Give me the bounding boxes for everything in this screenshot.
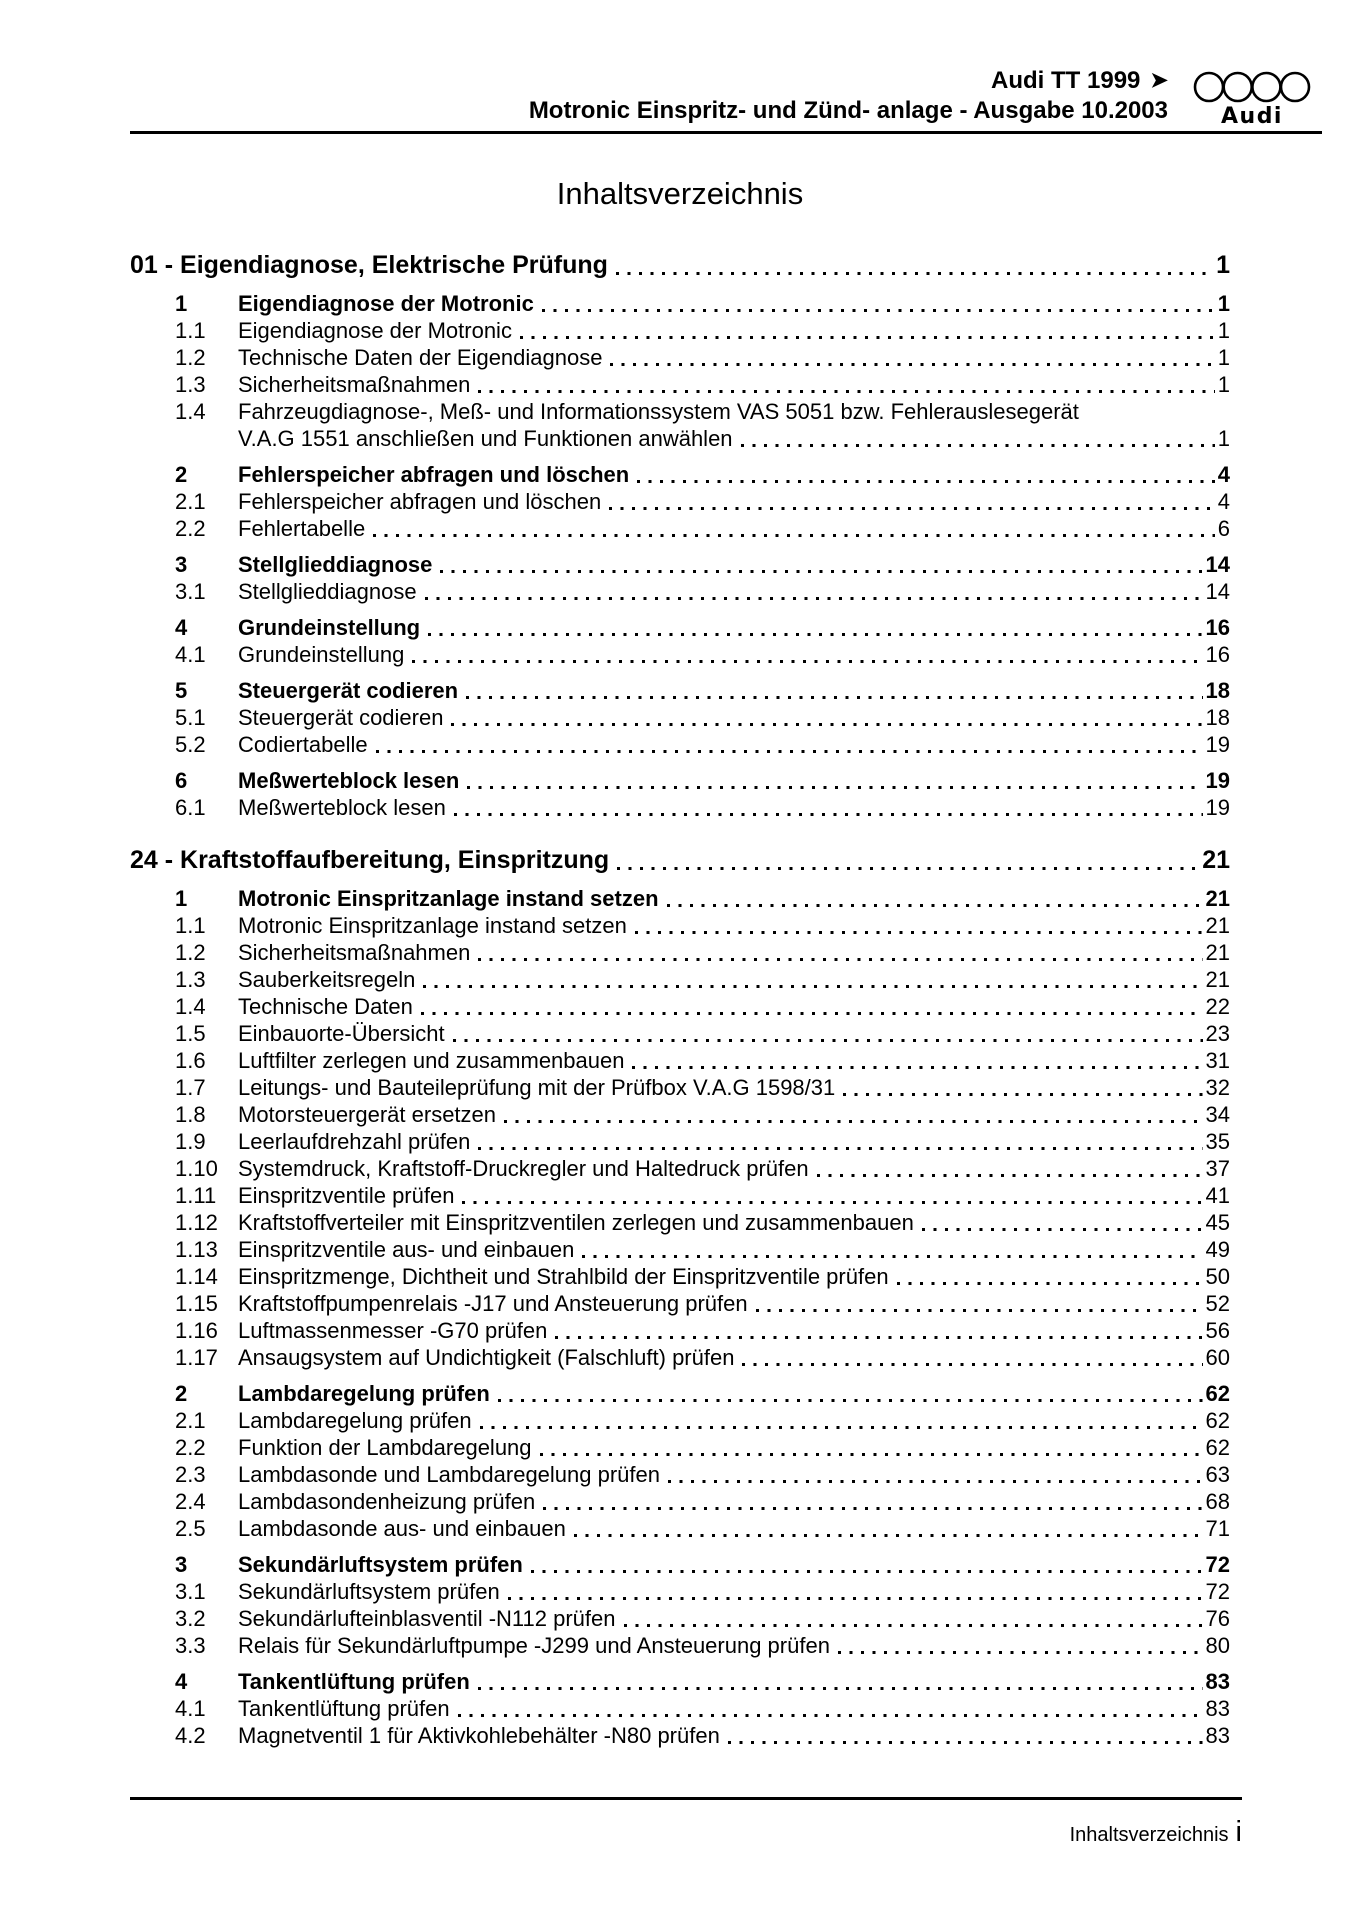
entry-title: Technische Daten der Eigendiagnose bbox=[238, 345, 603, 370]
leader-dots bbox=[453, 1039, 1203, 1042]
entry-number: 3.3 bbox=[175, 1633, 206, 1658]
leader-dots bbox=[922, 1228, 1203, 1231]
entry-title: Stellglieddiagnose bbox=[238, 552, 433, 577]
footer-rule bbox=[130, 1797, 1242, 1800]
leader-dots bbox=[540, 1453, 1203, 1456]
footer-page-number: i bbox=[1235, 1816, 1242, 1848]
entry-number: 4.1 bbox=[175, 1696, 206, 1721]
entry-page-number: 19 bbox=[1205, 732, 1230, 757]
toc-entry bbox=[130, 1047, 1230, 1074]
entry-page-number: 35 bbox=[1205, 1129, 1230, 1154]
entry-number: 2.3 bbox=[175, 1462, 206, 1487]
toc-entry bbox=[130, 939, 1230, 966]
entry-title: Technische Daten bbox=[238, 994, 413, 1019]
entry-title: Magnetventil 1 für Aktivkohlebehälter -N80 prüfen bbox=[238, 1723, 720, 1748]
entry-number: 5.2 bbox=[175, 732, 206, 757]
entry-page-number: 52 bbox=[1205, 1291, 1230, 1316]
entry-title: V.A.G 1551 anschließen und Funktionen anwählen bbox=[238, 426, 733, 451]
entry-title: Systemdruck, Kraftstoff-Druckregler und Haltedruck prüfen bbox=[238, 1156, 809, 1181]
toc-entry bbox=[130, 515, 1230, 542]
leader-dots bbox=[425, 597, 1203, 600]
entry-number: 2 bbox=[175, 462, 188, 487]
entry-page-number: 41 bbox=[1205, 1183, 1230, 1208]
toc-entry bbox=[130, 1209, 1230, 1236]
entry-title: Motronic Einspritzanlage instand setzen bbox=[238, 913, 627, 938]
entry-number: 1.17 bbox=[175, 1345, 218, 1370]
entry-title: Funktion der Lambdaregelung bbox=[238, 1435, 532, 1460]
toc-entry bbox=[130, 578, 1230, 605]
entry-number: 3 bbox=[175, 552, 188, 577]
entry-title: Sekundärluftsystem prüfen bbox=[238, 1579, 500, 1604]
toc-entry bbox=[130, 1695, 1230, 1722]
entry-number: 1.2 bbox=[175, 940, 206, 965]
leader-dots bbox=[531, 1570, 1203, 1573]
entry-page-number: 83 bbox=[1205, 1696, 1230, 1721]
entry-page-number: 80 bbox=[1205, 1633, 1230, 1658]
leader-dots bbox=[480, 1426, 1203, 1429]
entry-number: 2.1 bbox=[175, 1408, 206, 1433]
leader-dots bbox=[632, 1066, 1202, 1069]
entry-title: Meßwerteblock lesen bbox=[238, 768, 460, 793]
leader-dots bbox=[624, 1624, 1203, 1627]
entry-title: Steuergerät codieren bbox=[238, 678, 459, 703]
entry-title: Einspritzmenge, Dichtheit und Strahlbild der Einspritzventile prüfen bbox=[238, 1264, 889, 1289]
leader-dots bbox=[440, 570, 1202, 573]
leader-dots bbox=[412, 660, 1202, 663]
entry-title: Fehlerspeicher abfragen und löschen bbox=[238, 489, 602, 514]
entry-number: 1.16 bbox=[175, 1318, 218, 1343]
entry-number: 4.1 bbox=[175, 642, 206, 667]
toc-entry bbox=[130, 1263, 1230, 1290]
toc-entry bbox=[130, 1434, 1230, 1461]
entry-page-number: 62 bbox=[1205, 1381, 1230, 1406]
entry-number: 1.4 bbox=[175, 399, 206, 424]
leader-dots bbox=[373, 534, 1215, 537]
entry-title: Tankentlüftung prüfen bbox=[238, 1696, 450, 1721]
entry-title: Sekundärluftsystem prüfen bbox=[238, 1552, 523, 1577]
leader-dots bbox=[423, 985, 1202, 988]
entry-page-number: 6 bbox=[1217, 516, 1230, 541]
leader-dots bbox=[838, 1651, 1203, 1654]
toc-entry bbox=[130, 461, 1230, 488]
entry-number: 4.2 bbox=[175, 1723, 206, 1748]
leader-dots bbox=[478, 958, 1202, 961]
entry-title: Relais für Sekundärluftpumpe -J299 und Ansteuerung prüfen bbox=[238, 1633, 830, 1658]
entry-title: Lambdasonde und Lambdaregelung prüfen bbox=[238, 1462, 660, 1487]
entry-page-number: 56 bbox=[1205, 1318, 1230, 1343]
entry-page-number: 31 bbox=[1205, 1048, 1230, 1073]
entry-title: Luftmassenmesser -G70 prüfen bbox=[238, 1318, 548, 1343]
entry-title: Lambdasondenheizung prüfen bbox=[238, 1489, 536, 1514]
leader-dots bbox=[451, 723, 1202, 726]
toc-entry bbox=[130, 1668, 1230, 1695]
leader-dots bbox=[617, 867, 1199, 870]
entry-page-number: 21 bbox=[1205, 886, 1230, 911]
footer bbox=[130, 1816, 1242, 1849]
entry-title: Luftfilter zerlegen und zusammenbauen bbox=[238, 1048, 625, 1073]
entry-page-number: 72 bbox=[1205, 1579, 1230, 1604]
entry-page-number: 16 bbox=[1205, 642, 1230, 667]
toc-entry bbox=[130, 551, 1230, 578]
leader-dots bbox=[667, 904, 1203, 907]
entry-number: 1.7 bbox=[175, 1075, 206, 1100]
header-subtitle: Motronic Einspritz- und Zünd- anlage - Ausgabe 10.2003 bbox=[528, 97, 1168, 124]
entry-page-number: 83 bbox=[1205, 1723, 1230, 1748]
entry-title: Fehlerspeicher abfragen und löschen bbox=[238, 462, 630, 487]
leader-dots bbox=[610, 363, 1214, 366]
entry-title: Grundeinstellung bbox=[238, 615, 421, 640]
toc-entry bbox=[130, 344, 1230, 371]
toc-entry bbox=[130, 966, 1230, 993]
toc-entry bbox=[130, 1128, 1230, 1155]
toc-entry bbox=[130, 704, 1230, 731]
entry-number: 1.9 bbox=[175, 1129, 206, 1154]
entry-number: 2.2 bbox=[175, 516, 206, 541]
entry-number: 6.1 bbox=[175, 795, 206, 820]
entry-page-number: 1 bbox=[1217, 372, 1230, 397]
entry-title: Ansaugsystem auf Undichtigkeit (Falschluft) prüfen bbox=[238, 1345, 735, 1370]
entry-page-number: 18 bbox=[1205, 678, 1230, 703]
toc-entry bbox=[130, 614, 1230, 641]
toc-entry bbox=[130, 1155, 1230, 1182]
toc-entry bbox=[130, 425, 1230, 452]
entry-title: Eigendiagnose der Motronic bbox=[238, 318, 512, 343]
toc-entry bbox=[130, 1344, 1230, 1371]
toc-entry bbox=[130, 1317, 1230, 1344]
section-page-number: 1 bbox=[1216, 251, 1230, 279]
leader-dots bbox=[454, 813, 1203, 816]
toc-entry bbox=[130, 912, 1230, 939]
entry-number: 1.4 bbox=[175, 994, 206, 1019]
entry-number: 1.8 bbox=[175, 1102, 206, 1127]
audi-rings-icon bbox=[1184, 70, 1320, 104]
entry-page-number: 1 bbox=[1217, 426, 1230, 451]
toc-entry bbox=[130, 1722, 1230, 1749]
entry-title: Motronic Einspritzanlage instand setzen bbox=[238, 886, 659, 911]
entry-number: 1.6 bbox=[175, 1048, 206, 1073]
toc-entry bbox=[130, 398, 1230, 425]
leader-dots bbox=[504, 1120, 1202, 1123]
leader-dots bbox=[466, 696, 1202, 699]
entry-number: 1.3 bbox=[175, 967, 206, 992]
leader-dots bbox=[478, 390, 1214, 393]
toc-entry bbox=[130, 1461, 1230, 1488]
leader-dots bbox=[498, 1399, 1203, 1402]
toc-entry bbox=[130, 1074, 1230, 1101]
entry-title: Sauberkeitsregeln bbox=[238, 967, 416, 992]
entry-page-number: 21 bbox=[1205, 913, 1230, 938]
leader-dots bbox=[478, 1147, 1202, 1150]
entry-number: 2 bbox=[175, 1381, 188, 1406]
entry-title: Lambdasonde aus- und einbauen bbox=[238, 1516, 566, 1541]
entry-page-number: 49 bbox=[1205, 1237, 1230, 1262]
entry-page-number: 21 bbox=[1205, 967, 1230, 992]
toc-entry bbox=[130, 1020, 1230, 1047]
entry-number: 5.1 bbox=[175, 705, 206, 730]
entry-title: Leitungs- und Bauteileprüfung mit der Prüfbox V.A.G 1598/31 bbox=[238, 1075, 836, 1100]
leader-dots bbox=[742, 1363, 1202, 1366]
leader-dots bbox=[582, 1255, 1202, 1258]
entry-number: 1.5 bbox=[175, 1021, 206, 1046]
entry-number: 2.5 bbox=[175, 1516, 206, 1541]
leader-dots bbox=[478, 1687, 1203, 1690]
audi-logo bbox=[1184, 70, 1320, 129]
entry-page-number: 83 bbox=[1205, 1669, 1230, 1694]
entry-number: 3.1 bbox=[175, 1579, 206, 1604]
toc-entry bbox=[130, 1578, 1230, 1605]
entry-number: 1 bbox=[175, 291, 188, 316]
entry-number: 3.2 bbox=[175, 1606, 206, 1631]
entry-title: Meßwerteblock lesen bbox=[238, 795, 446, 820]
entry-page-number: 60 bbox=[1205, 1345, 1230, 1370]
leader-dots bbox=[616, 272, 1213, 275]
toc-entry bbox=[130, 488, 1230, 515]
entry-title: Grundeinstellung bbox=[238, 642, 405, 667]
entry-page-number: 21 bbox=[1205, 940, 1230, 965]
leader-dots bbox=[458, 1714, 1203, 1717]
entry-number: 4 bbox=[175, 615, 188, 640]
toc-entry bbox=[130, 290, 1230, 317]
leader-dots bbox=[728, 1741, 1203, 1744]
entry-number: 6 bbox=[175, 768, 188, 793]
entry-page-number: 23 bbox=[1205, 1021, 1230, 1046]
toc-entry bbox=[130, 1380, 1230, 1407]
toc-entry bbox=[130, 1407, 1230, 1434]
entry-title: Motorsteuergerät ersetzen bbox=[238, 1102, 497, 1127]
section-label: 24 - Kraftstoffaufbereitung, Einspritzung bbox=[130, 846, 610, 874]
entry-number: 1.1 bbox=[175, 318, 206, 343]
entry-title: Stellglieddiagnose bbox=[238, 579, 417, 604]
entry-number: 1.10 bbox=[175, 1156, 218, 1181]
entry-page-number: 14 bbox=[1205, 579, 1230, 604]
entry-page-number: 72 bbox=[1205, 1552, 1230, 1577]
entry-page-number: 63 bbox=[1205, 1462, 1230, 1487]
entry-title: Kraftstoffpumpenrelais -J17 und Ansteuerung prüfen bbox=[238, 1291, 748, 1316]
entry-number: 2.2 bbox=[175, 1435, 206, 1460]
entry-title: Codiertabelle bbox=[238, 732, 368, 757]
leader-dots bbox=[756, 1309, 1203, 1312]
leader-dots bbox=[421, 1012, 1203, 1015]
toc bbox=[130, 250, 1230, 1749]
leader-dots bbox=[428, 633, 1202, 636]
audi-wordmark: Audi bbox=[1221, 104, 1283, 129]
toc-entry bbox=[130, 1605, 1230, 1632]
entry-number: 3 bbox=[175, 1552, 188, 1577]
section-label: 01 - Eigendiagnose, Elektrische Prüfung bbox=[130, 251, 608, 279]
leader-dots bbox=[462, 1201, 1202, 1204]
toc-entry bbox=[130, 1101, 1230, 1128]
entry-title: Kraftstoffverteiler mit Einspritzventilen zerlegen und zusammenbauen bbox=[238, 1210, 914, 1235]
entry-page-number: 1 bbox=[1217, 318, 1230, 343]
toc-entry bbox=[130, 993, 1230, 1020]
toc-entry bbox=[130, 317, 1230, 344]
entry-title: Steuergerät codieren bbox=[238, 705, 444, 730]
entry-number: 1.11 bbox=[175, 1183, 217, 1208]
toc-section-heading bbox=[130, 845, 1230, 876]
entry-page-number: 68 bbox=[1205, 1489, 1230, 1514]
entry-page-number: 18 bbox=[1205, 705, 1230, 730]
page-title: Inhaltsverzeichnis bbox=[556, 176, 804, 211]
toc-entry bbox=[130, 885, 1230, 912]
header bbox=[529, 66, 1168, 125]
leader-dots bbox=[542, 309, 1215, 312]
entry-page-number: 37 bbox=[1205, 1156, 1230, 1181]
entry-title: Sicherheitsmaßnahmen bbox=[238, 940, 471, 965]
entry-page-number: 50 bbox=[1205, 1264, 1230, 1289]
entry-page-number: 16 bbox=[1205, 615, 1230, 640]
leader-dots bbox=[668, 1480, 1203, 1483]
entry-number: 2.4 bbox=[175, 1489, 206, 1514]
entry-number: 3.1 bbox=[175, 579, 206, 604]
toc-entry bbox=[130, 1632, 1230, 1659]
entry-page-number: 76 bbox=[1205, 1606, 1230, 1631]
leader-dots bbox=[508, 1597, 1203, 1600]
entry-number: 1.3 bbox=[175, 372, 206, 397]
entry-title: Einspritzventile aus- und einbauen bbox=[238, 1237, 575, 1262]
entry-page-number: 62 bbox=[1205, 1435, 1230, 1460]
toc-entry bbox=[130, 1236, 1230, 1263]
entry-page-number: 71 bbox=[1205, 1516, 1230, 1541]
entry-number: 5 bbox=[175, 678, 188, 703]
entry-page-number: 4 bbox=[1217, 462, 1230, 487]
toc-entry bbox=[130, 1515, 1230, 1542]
leader-dots bbox=[741, 444, 1215, 447]
toc-entry bbox=[130, 1290, 1230, 1317]
entry-title: Fehlertabelle bbox=[238, 516, 366, 541]
entry-number: 1.1 bbox=[175, 913, 206, 938]
toc-section-heading bbox=[130, 250, 1230, 281]
leader-dots bbox=[843, 1093, 1202, 1096]
entry-title: Sekundärlufteinblasventil -N112 prüfen bbox=[238, 1606, 616, 1631]
leader-dots bbox=[376, 750, 1203, 753]
entry-page-number: 4 bbox=[1217, 489, 1230, 514]
footer-label: Inhaltsverzeichnis bbox=[1069, 1824, 1229, 1846]
entry-page-number: 22 bbox=[1205, 994, 1230, 1019]
entry-title: Sicherheitsmaßnahmen bbox=[238, 372, 471, 397]
leader-dots bbox=[555, 1336, 1202, 1339]
entry-title: Eigendiagnose der Motronic bbox=[238, 291, 534, 316]
leader-dots bbox=[574, 1534, 1203, 1537]
entry-number: 1.12 bbox=[175, 1210, 218, 1235]
toc-entry bbox=[130, 1551, 1230, 1578]
entry-number: 1.15 bbox=[175, 1291, 218, 1316]
entry-number: 1.14 bbox=[175, 1264, 218, 1289]
toc-entry bbox=[130, 794, 1230, 821]
entry-title: Einbauorte-Übersicht bbox=[238, 1021, 445, 1046]
header-rule bbox=[130, 131, 1322, 134]
entry-page-number: 19 bbox=[1205, 795, 1230, 820]
entry-title: Tankentlüftung prüfen bbox=[238, 1669, 470, 1694]
toc-entry bbox=[130, 731, 1230, 758]
entry-page-number: 1 bbox=[1217, 345, 1230, 370]
leader-dots bbox=[817, 1174, 1203, 1177]
leader-dots bbox=[520, 336, 1215, 339]
entry-title: Einspritzventile prüfen bbox=[238, 1183, 455, 1208]
toc-entry bbox=[130, 371, 1230, 398]
leader-dots bbox=[467, 786, 1202, 789]
entry-page-number: 1 bbox=[1217, 291, 1230, 316]
leader-dots bbox=[637, 480, 1215, 483]
entry-number: 1.13 bbox=[175, 1237, 218, 1262]
arrow-right-icon: ➤ bbox=[1150, 69, 1168, 92]
entry-page-number: 32 bbox=[1205, 1075, 1230, 1100]
entry-title: Leerlaufdrehzahl prüfen bbox=[238, 1129, 471, 1154]
entry-title: Lambdaregelung prüfen bbox=[238, 1408, 472, 1433]
entry-page-number: 62 bbox=[1205, 1408, 1230, 1433]
section-page-number: 21 bbox=[1202, 846, 1230, 874]
entry-number: 2.1 bbox=[175, 489, 206, 514]
toc-entry bbox=[130, 1182, 1230, 1209]
leader-dots bbox=[609, 507, 1215, 510]
leader-dots bbox=[635, 931, 1203, 934]
toc-entry bbox=[130, 1488, 1230, 1515]
entry-number: 1 bbox=[175, 886, 188, 911]
entry-page-number: 34 bbox=[1205, 1102, 1230, 1127]
toc-entry bbox=[130, 767, 1230, 794]
entry-title: Lambdaregelung prüfen bbox=[238, 1381, 490, 1406]
entry-page-number: 14 bbox=[1205, 552, 1230, 577]
entry-number: 4 bbox=[175, 1669, 188, 1694]
toc-entry bbox=[130, 677, 1230, 704]
toc-entry bbox=[130, 641, 1230, 668]
header-model-text: Audi TT 1999 bbox=[991, 67, 1141, 94]
entry-number: 1.2 bbox=[175, 345, 206, 370]
entry-page-number: 45 bbox=[1205, 1210, 1230, 1235]
entry-page-number: 19 bbox=[1205, 768, 1230, 793]
leader-dots bbox=[897, 1282, 1203, 1285]
entry-title: Fahrzeugdiagnose-, Meß- und Informationssystem VAS 5051 bzw. Fehlerauslesegerät bbox=[238, 399, 1079, 424]
header-model-line bbox=[529, 66, 1168, 96]
leader-dots bbox=[543, 1507, 1202, 1510]
